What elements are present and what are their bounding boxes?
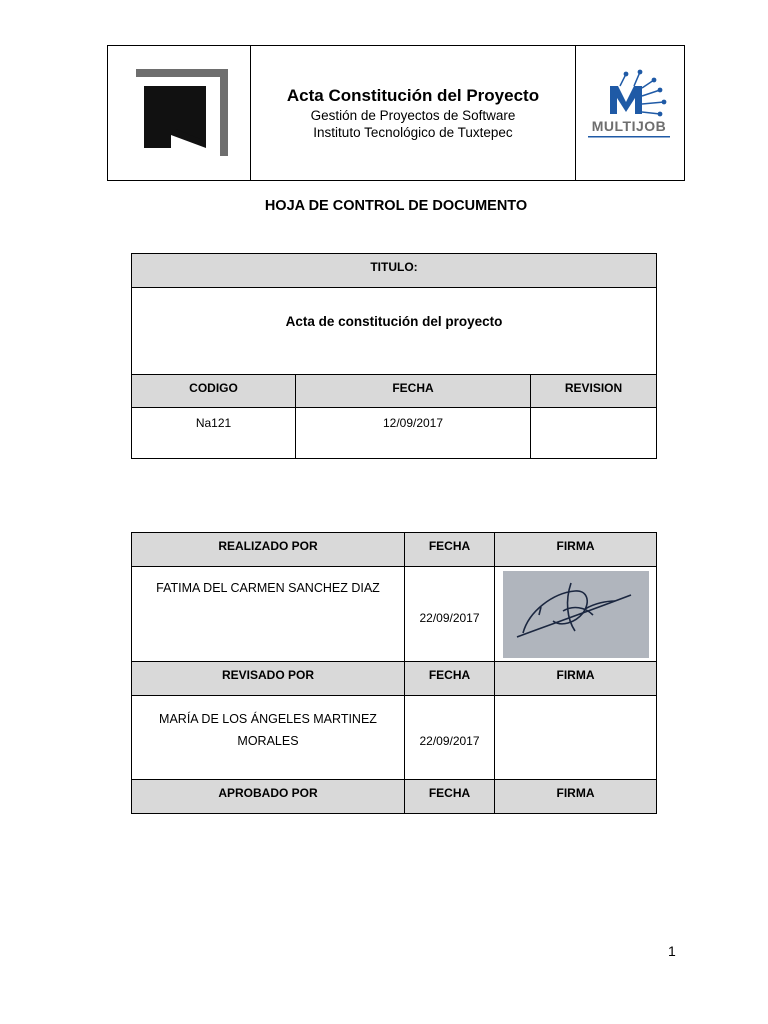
reviewed-by-signature-header: FIRMA [495,662,657,696]
approval-table [131,532,657,814]
revision-value [531,408,657,459]
approved-by-date-header: FECHA [405,780,495,814]
document-control-table [131,253,657,459]
date-header: FECHA [296,375,531,408]
reviewed-by-date-header: FECHA [405,662,495,696]
multijob-logo-text: MULTIJOB [591,118,667,134]
code-value: Na121 [132,408,296,459]
made-by-name: FATIMA DEL CARMEN SANCHEZ DIAZ [132,567,405,662]
multijob-logo [580,66,678,144]
made-by-signature-header: FIRMA [495,533,657,567]
made-by-date: 22/09/2017 [405,567,495,662]
reviewed-by-header: REVISADO POR [132,662,405,696]
title-label: TITULO: [370,260,418,274]
title-label-cell [132,254,657,288]
code-header: CODIGO [132,375,296,408]
document-control-heading: HOJA DE CONTROL DE DOCUMENTO [264,198,528,214]
date-value: 12/09/2017 [296,408,531,459]
institute-logo [136,69,230,157]
reviewed-by-signature-cell [495,696,657,780]
header-subtitle-1: Gestión de Proyectos de Software [310,108,516,123]
title-value-cell [132,288,657,375]
made-by-date-header: FECHA [405,533,495,567]
approved-by-signature-header: FIRMA [495,780,657,814]
approved-by-header: APROBADO POR [132,780,405,814]
title-value: Acta de constitución del proyecto [285,314,503,329]
header-divider-right [575,45,576,181]
header-subtitle-2: Instituto Tecnológico de Tuxtepec [313,125,513,140]
revision-header: REVISION [531,375,657,408]
reviewed-by-name-cell [132,696,405,780]
signature-image [503,571,649,658]
made-by-signature-cell [495,567,657,662]
page-number: 1 [668,943,676,959]
header-title: Acta Constitución del Proyecto [286,86,540,105]
reviewed-by-date: 22/09/2017 [405,696,495,780]
reviewed-by-name-line2: MORALES [237,734,299,748]
made-by-header: REALIZADO POR [132,533,405,567]
reviewed-by-name-line1: MARÍA DE LOS ÁNGELES MARTINEZ [159,712,377,726]
